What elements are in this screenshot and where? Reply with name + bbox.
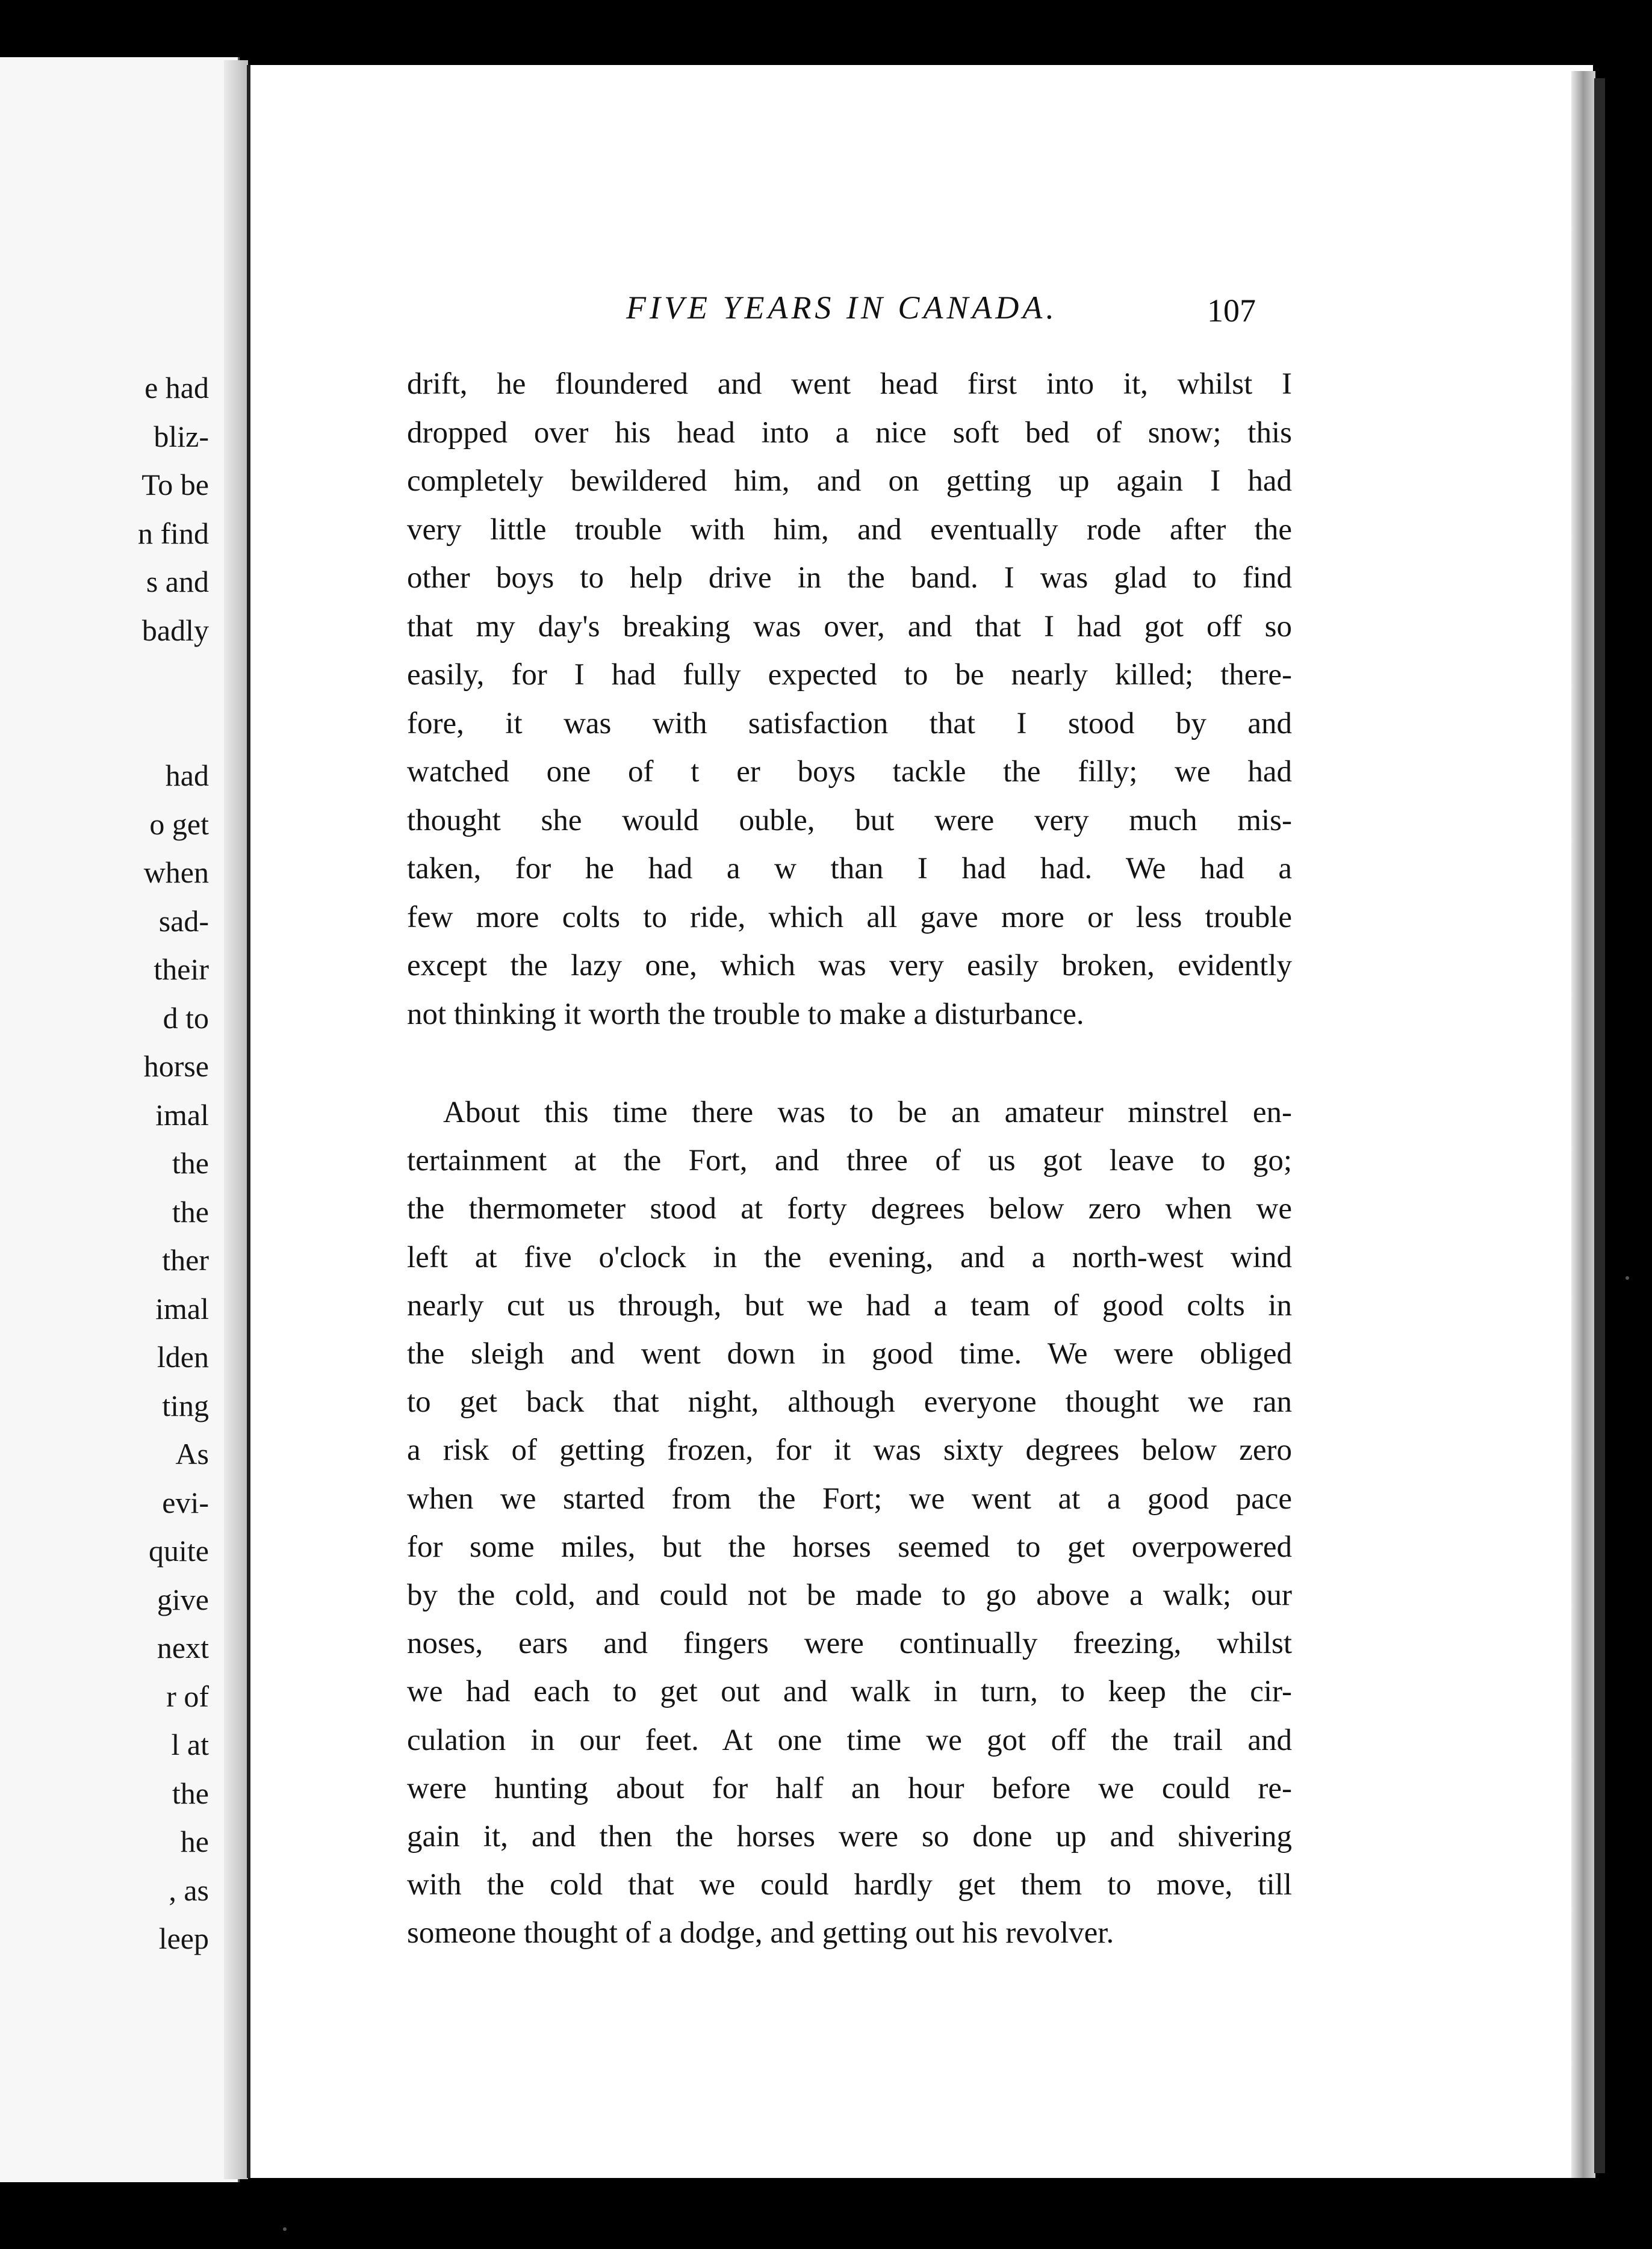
text-line: nearly cut us through, but we had a team of good colts in bbox=[407, 1288, 1292, 1323]
left-page-line: ting bbox=[162, 1388, 209, 1422]
left-page-line: badly bbox=[141, 613, 209, 647]
left-page-line: lden bbox=[157, 1340, 209, 1374]
left-page-line: ther bbox=[162, 1243, 209, 1277]
text-line: fore, it was with satisfaction that I stood by and bbox=[407, 706, 1292, 740]
text-line: when we started from the Fort; we went at a good pace bbox=[407, 1481, 1292, 1516]
text-line: easily, for I had fully expected to be nearly killed; there- bbox=[407, 658, 1292, 692]
text-line: were hunting about for half an hour before we could re- bbox=[407, 1771, 1292, 1805]
text-line: the thermometer stood at forty degrees below zero when we bbox=[407, 1192, 1292, 1226]
left-page-line: horse bbox=[143, 1049, 209, 1083]
left-page-line: the bbox=[172, 1194, 209, 1229]
left-page bbox=[0, 57, 240, 2182]
left-page-line: their bbox=[154, 952, 209, 986]
text-line: completely bewildered him, and on getting up again I had bbox=[407, 464, 1292, 498]
left-page-line: quite bbox=[149, 1534, 209, 1568]
text-line: drift, he floundered and went head first into it, whilst I bbox=[407, 367, 1292, 401]
text-line: for some miles, but the horses seemed to get overpowered bbox=[407, 1530, 1292, 1564]
left-page-line: had bbox=[165, 758, 209, 792]
text-line: taken, for he had a w than I had had. We had a bbox=[407, 852, 1292, 886]
left-page-line: imal bbox=[155, 1097, 209, 1132]
text-line: we had each to get out and walk in turn, to keep the cir- bbox=[407, 1675, 1292, 1709]
left-page-line: imal bbox=[155, 1291, 209, 1326]
left-page-line: the bbox=[172, 1146, 209, 1180]
text-line: with the cold that we could hardly get them to move, till bbox=[407, 1868, 1292, 1902]
page-edge-shadow bbox=[1594, 78, 1605, 2173]
text-line: except the lazy one, which was very easily broken, evidently bbox=[407, 949, 1292, 982]
text-line: to get back that night, although everyone thought we ran bbox=[407, 1385, 1292, 1419]
left-page-line: n find bbox=[137, 516, 209, 550]
page-number: 107 bbox=[1207, 293, 1256, 329]
left-page-line: evi- bbox=[162, 1485, 209, 1519]
text-line: not thinking it worth the trouble to make a disturbance. bbox=[407, 997, 1084, 1031]
text-line: culation in our feet. At one time we got off the trail and bbox=[407, 1723, 1292, 1757]
text-line: the sleigh and went down in good time. We were obliged bbox=[407, 1337, 1292, 1371]
text-line: watched one of t er boys tackle the filly; we had bbox=[407, 755, 1292, 789]
scan-speck bbox=[283, 2227, 287, 2231]
left-page-line: give bbox=[157, 1582, 209, 1616]
text-line: tertainment at the Fort, and three of us got leave to go; bbox=[407, 1144, 1292, 1178]
text-line: left at five o'clock in the evening, and a north-west wind bbox=[407, 1240, 1292, 1274]
text-line: other boys to help drive in the band. I was glad to find bbox=[407, 561, 1292, 595]
left-page-line: d to bbox=[163, 1000, 209, 1035]
text-line: very little trouble with him, and eventually rode after the bbox=[407, 512, 1292, 547]
text-line: a risk of getting frozen, for it was sixty degrees below zero bbox=[407, 1433, 1292, 1468]
left-page-line: As bbox=[175, 1437, 209, 1471]
text-line: someone thought of a dodge, and getting out his revolver. bbox=[407, 1916, 1114, 1950]
gutter-shadow bbox=[224, 60, 248, 2179]
left-page-line: sad- bbox=[158, 904, 209, 938]
left-page-line: leep bbox=[158, 1922, 209, 1955]
left-page-line: r of bbox=[166, 1679, 209, 1713]
scan-speck bbox=[1626, 1276, 1629, 1280]
text-line: by the cold, and could not be made to go above a walk; our bbox=[407, 1578, 1292, 1612]
page-edge bbox=[1571, 71, 1595, 2178]
text-line: About this time there was to be an amateur minstrel en- bbox=[443, 1096, 1292, 1129]
left-page-line: when bbox=[143, 855, 209, 889]
left-page-line: , as bbox=[169, 1873, 209, 1907]
left-page-line: e had bbox=[144, 371, 209, 405]
left-page-line: o get bbox=[149, 807, 209, 841]
text-line: dropped over his head into a nice soft bed of snow; this bbox=[407, 415, 1292, 450]
left-page-line: s and bbox=[146, 565, 209, 598]
left-page-line: To be bbox=[141, 468, 209, 501]
text-line: gain it, and then the horses were so done up and shivering bbox=[407, 1820, 1292, 1853]
left-page-line: he bbox=[180, 1825, 209, 1858]
left-page-line: the bbox=[172, 1776, 209, 1810]
left-page-line: next bbox=[157, 1631, 209, 1664]
left-page-line: l at bbox=[171, 1728, 209, 1761]
text-line: noses, ears and fingers were continually freezing, whilst bbox=[407, 1627, 1292, 1661]
running-head: FIVE YEARS IN CANADA. bbox=[626, 290, 1058, 326]
text-line: few more colts to ride, which all gave more or less trouble bbox=[407, 900, 1292, 934]
text-line: that my day's breaking was over, and that I had got off so bbox=[407, 609, 1292, 644]
text-line: thought she would ouble, but were very much mis- bbox=[407, 803, 1292, 837]
left-page-line: bliz- bbox=[154, 419, 209, 453]
